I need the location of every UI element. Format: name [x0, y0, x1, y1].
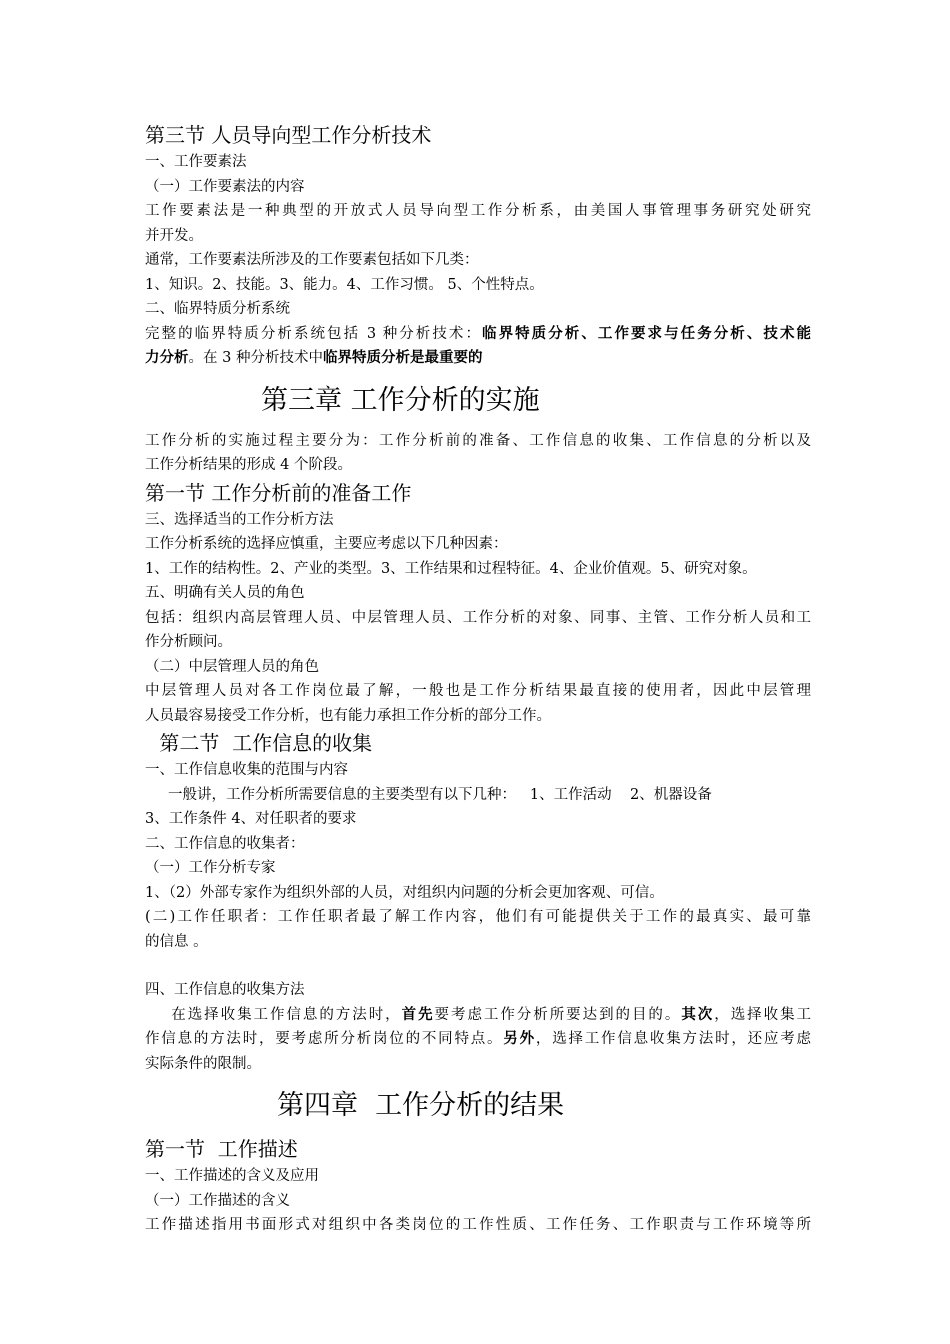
paragraph: 1、（2）外部专家作为组织外部的人员，对组织内问题的分析会更加客观、可信。: [145, 884, 664, 901]
paragraph: 工作分析系统的选择应慎重，主要应考虑以下几种因素：: [145, 536, 508, 552]
text-span: 在选择收集工作信息的方法时，: [145, 1006, 402, 1023]
text-span: 完整的临界特质分析系统包括 3 种分析技术：: [145, 325, 483, 342]
heading-critical-trait-system: 二、临界特质分析系统: [145, 301, 290, 317]
section-title: 第一节 工作描述: [145, 1137, 298, 1161]
paragraph-line: 的信息 。: [145, 933, 208, 950]
chapter-title: 第三章 工作分析的实施: [261, 384, 540, 416]
paragraph-line: [145, 346, 811, 371]
subheading: （一）工作分析专家: [145, 860, 276, 876]
paragraph-line: 实际条件的限制。: [145, 1055, 261, 1072]
document-page: [145, 120, 811, 1238]
blank-line: [145, 954, 811, 978]
paragraph-line: [145, 1027, 811, 1052]
paragraph-line: 工作要素法是一种典型的开放式人员导向型工作分析系，由美国人事管理事务研究处研究: [145, 203, 811, 219]
paragraph-line: (二)工作任职者：工作任职者最了解工作内容，他们有可能提供关于工作的最真实、最可靠: [145, 909, 811, 925]
paragraph-line: [145, 322, 811, 347]
chapter-title: 第四章 工作分析的结果: [277, 1090, 565, 1121]
heading: 一、工作描述的含义及应用: [145, 1168, 319, 1184]
paragraph-line: 工作分析结果的形成 4 个阶段。: [145, 457, 352, 473]
heading-work-element-method: 一、工作要素法: [145, 154, 247, 170]
heading: 二、工作信息的收集者：: [145, 835, 305, 852]
heading: 三、选择适当的工作分析方法: [145, 511, 334, 528]
paragraph-line: 工作分析的实施过程主要分为：工作分析前的准备、工作信息的收集、工作信息的分析以及: [145, 432, 811, 449]
bold-text: 临界特质分析、工作要求与任务分析、技术能: [482, 324, 812, 342]
subheading: （二）中层管理人员的角色: [145, 658, 319, 675]
paragraph: 通常，工作要素法所涉及的工作要素包括如下几类：: [145, 252, 479, 268]
paragraph-line: 3、工作条件 4、对任职者的要求: [145, 811, 357, 827]
paragraph-line: 并开发。: [145, 227, 203, 244]
text-span: 。在 3 种分析技术中: [188, 350, 323, 366]
heading: 五、明确有关人员的角色: [145, 585, 305, 601]
text-span: ，选择收集工: [714, 1006, 812, 1023]
bold-text: 力分析: [145, 349, 189, 366]
subheading-work-element-content: （一）工作要素法的内容: [145, 178, 305, 195]
paragraph-line: 作分析顾问。: [145, 634, 232, 650]
section-title: 第二节 工作信息的收集: [153, 731, 373, 755]
heading: 四、工作信息的收集方法: [145, 982, 305, 998]
bold-text: 其次: [681, 1005, 715, 1023]
section-title: 第一节 工作分析前的准备工作: [145, 480, 412, 505]
text-span: 作信息的方法时，要考虑所分析岗位的不同特点。: [145, 1031, 504, 1047]
bold-text: 首先: [401, 1005, 435, 1023]
paragraph-line: 工作描述指用书面形式对组织中各类岗位的工作性质、工作任务、工作职责与工作环境等所: [145, 1217, 811, 1233]
text-span: ，选择工作信息收集方法时，还应考虑: [535, 1031, 812, 1047]
section-title: 第三节 人员导向型工作分析技术: [145, 123, 432, 147]
subheading: （一）工作描述的含义: [145, 1192, 290, 1209]
heading: 一、工作信息收集的范围与内容: [145, 762, 348, 778]
paragraph-line: [145, 1003, 811, 1028]
paragraph-line: 一般讲，工作分析所需要信息的主要类型有以下几种： 1、工作活动 2、机器设备: [145, 786, 712, 803]
bold-text: 另外: [503, 1030, 536, 1047]
list-line: 1、工作的结构性。2、产业的类型。3、工作结果和过程特征。4、企业价值观。5、研究对象。: [145, 560, 757, 577]
paragraph-line: 包括：组织内高层管理人员、中层管理人员、工作分析的对象、同事、主管、工作分析人员和工: [145, 609, 811, 626]
paragraph-line: 人员最容易接受工作分析，也有能力承担工作分析的部分工作。: [145, 707, 551, 724]
paragraph-line: 中层管理人员对各工作岗位最了解，一般也是工作分析结果最直接的使用者，因此中层管理: [145, 683, 811, 699]
list-line: 1、知识。2、技能。3、能力。4、工作习惯。 5、个性特点。: [145, 276, 544, 293]
text-span: 要考虑工作分析所要达到的目的。: [434, 1006, 682, 1023]
bold-text: 临界特质分析是最重要的: [322, 349, 483, 366]
